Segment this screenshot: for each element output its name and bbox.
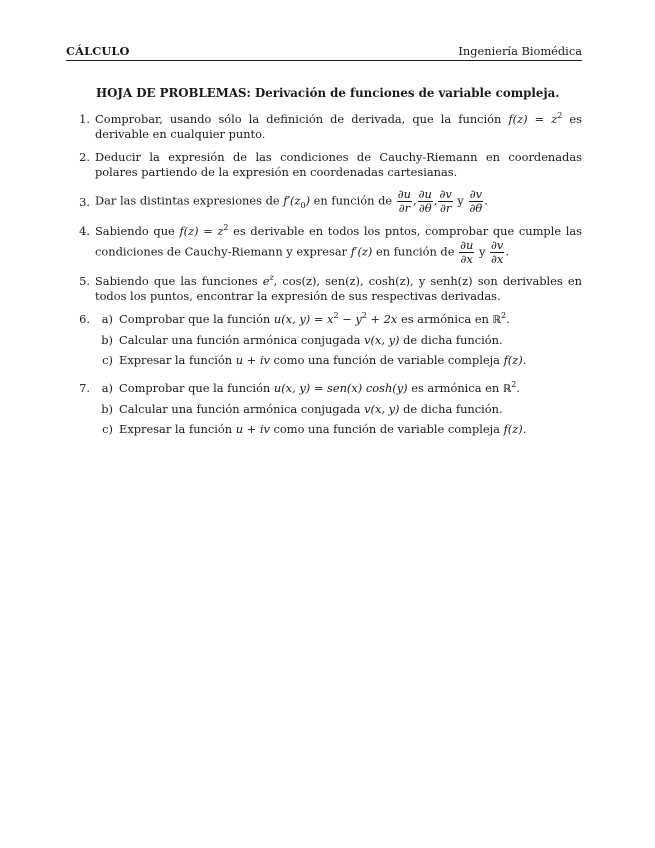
problem-part-c xyxy=(95,422,582,437)
document-page xyxy=(66,44,582,450)
math-expr: − y xyxy=(338,312,362,326)
text-run: es armónica en xyxy=(407,381,503,395)
punctuation: . xyxy=(484,193,488,208)
fraction-numerator: ∂v xyxy=(469,187,483,201)
part-text xyxy=(119,333,582,348)
problem-number: 6. xyxy=(79,312,90,326)
problem-5 xyxy=(66,274,582,304)
separator: , xyxy=(412,193,417,208)
fraction-denominator: ∂r xyxy=(398,201,411,215)
text-run: Calcular una función armónica conjugada xyxy=(119,402,365,416)
text-run: Comprobar, usando sólo la definición de derivada, que la función xyxy=(95,112,509,126)
problem-part-b xyxy=(95,402,582,417)
fraction-denominator: ∂θ xyxy=(469,201,483,215)
problem-4 xyxy=(66,224,582,266)
text-run: en función de xyxy=(372,244,459,259)
text-run: es derivable en todos los pntos, comprobar que cumple las condiciones de Cauchy-Riemann y expresar xyxy=(95,224,582,259)
problem-list xyxy=(66,112,582,442)
fraction xyxy=(468,188,483,215)
problem-number: 3. xyxy=(79,195,90,209)
superscript: 2 xyxy=(333,311,339,321)
fraction-denominator: ∂r xyxy=(439,201,452,215)
problem-3 xyxy=(66,188,582,216)
text-run: Sabiendo que xyxy=(95,224,180,238)
fraction-denominator: ∂x xyxy=(491,252,504,266)
fraction-numerator: ∂v xyxy=(439,187,452,201)
problem-text xyxy=(95,224,582,266)
math-expr: f(z) xyxy=(503,422,523,436)
math-expr: u(x, y) = sen(x) cosh(y) xyxy=(273,381,408,395)
fraction xyxy=(490,239,504,266)
fraction-denominator: ∂θ xyxy=(418,201,432,215)
course-name: CÁLCULO xyxy=(66,44,130,58)
text-run: como una función de variable compleja xyxy=(269,353,504,367)
part-text xyxy=(119,312,582,328)
problem-text xyxy=(95,274,582,304)
real-numbers-symbol: ℝ xyxy=(492,314,501,326)
text-run: es armónica en xyxy=(397,312,493,326)
text-run: de dicha función. xyxy=(399,402,503,416)
text-run: Dar las distintas expresiones de xyxy=(95,193,284,208)
text-run: Expresar la función xyxy=(119,353,236,367)
problem-number: 7. xyxy=(79,381,90,395)
math-expr: + 2x xyxy=(366,312,398,326)
page-header xyxy=(66,44,582,58)
math-expr: senh(z) xyxy=(430,274,473,288)
header-rule xyxy=(66,60,582,61)
problem-6 xyxy=(66,312,582,373)
text-run: Sabiendo que las funciones xyxy=(95,274,263,288)
page-title: HOJA DE PROBLEMAS: Derivación de funciones de variable compleja. xyxy=(96,86,560,100)
problem-number: 5. xyxy=(79,274,90,288)
part-text xyxy=(119,353,582,368)
superscript: 2 xyxy=(361,311,367,321)
real-numbers-symbol: ℝ xyxy=(502,383,512,395)
problem-text: Deducir la expresión de las condiciones de Cauchy-Riemann en coordenadas polares partiendo de la expresión en coordenadas cartesianas. xyxy=(95,150,582,179)
problem-number: 2. xyxy=(79,150,90,164)
math-expr: ) xyxy=(305,193,311,208)
fraction-numerator: ∂v xyxy=(491,238,504,252)
problem-part-a xyxy=(95,381,582,397)
part-label: c) xyxy=(102,353,113,367)
superscript: 2 xyxy=(500,311,507,321)
fraction xyxy=(397,188,412,215)
fraction xyxy=(459,239,474,266)
problem-2 xyxy=(66,150,582,180)
punctuation: . xyxy=(506,312,510,326)
text-run: Comprobar que la función xyxy=(119,381,274,395)
part-label: a) xyxy=(101,312,113,326)
text-run: Calcular una función armónica conjugada xyxy=(119,333,365,347)
math-expr: , cos(z), sen(z), cosh(z), xyxy=(273,274,414,288)
problem-text xyxy=(95,188,582,216)
text-run: como una función de variable compleja xyxy=(269,422,504,436)
math-expr: f′(z) xyxy=(350,244,373,259)
problem-number: 4. xyxy=(79,224,90,238)
math-expr: f(z) = z xyxy=(508,112,558,126)
punctuation: . xyxy=(516,381,520,395)
fraction xyxy=(418,188,433,215)
problem-7 xyxy=(66,381,582,442)
math-expr: f(z) = z xyxy=(179,224,224,238)
math-expr: v(x, y) xyxy=(364,333,400,347)
math-expr: f′(z xyxy=(283,193,301,208)
text-run: Expresar la función xyxy=(119,422,236,436)
fraction-numerator: ∂u xyxy=(460,238,474,252)
problem-text xyxy=(95,112,582,142)
punctuation: . xyxy=(522,422,527,436)
superscript: z xyxy=(269,273,274,283)
text-run: y xyxy=(413,274,431,288)
part-label: a) xyxy=(101,381,113,395)
superscript: 2 xyxy=(223,223,229,233)
part-text xyxy=(119,381,582,397)
punctuation: . xyxy=(505,244,509,259)
text-run: es derivable en cualquier punto. xyxy=(95,112,582,141)
part-label: b) xyxy=(101,402,113,416)
conjunction: y xyxy=(478,244,486,259)
conjunction: y xyxy=(457,193,464,208)
math-expr: f(z) xyxy=(503,353,523,367)
problem-parts xyxy=(95,381,582,442)
part-text xyxy=(119,402,582,417)
problem-1 xyxy=(66,112,582,142)
fraction-denominator: ∂x xyxy=(460,252,473,266)
superscript: 2 xyxy=(511,380,517,390)
punctuation: . xyxy=(522,353,527,367)
math-expr: u + iv xyxy=(235,422,270,436)
text-run: son derivables en todos los puntos, encontrar la expresión de sus respectivas derivadas. xyxy=(95,274,582,303)
problem-part-a xyxy=(95,312,582,328)
separator: , xyxy=(433,193,438,208)
part-text xyxy=(119,422,582,437)
text-run: Comprobar que la función xyxy=(119,312,274,326)
text-run: en función de xyxy=(310,193,396,208)
problem-parts xyxy=(95,312,582,373)
department-name: Ingeniería Biomédica xyxy=(458,44,582,58)
superscript: 2 xyxy=(557,111,563,121)
math-expr: u + iv xyxy=(235,353,270,367)
fraction-numerator: ∂u xyxy=(397,187,411,201)
subscript: 0 xyxy=(300,200,306,210)
fraction xyxy=(438,188,452,215)
problem-part-b xyxy=(95,333,582,348)
part-label: c) xyxy=(102,422,113,436)
text-run: de dicha función. xyxy=(399,333,503,347)
problem-number: 1. xyxy=(79,112,90,126)
part-label: b) xyxy=(101,333,113,347)
math-expr: v(x, y) xyxy=(364,402,400,416)
fraction-numerator: ∂u xyxy=(418,187,432,201)
math-expr: e xyxy=(262,274,270,288)
problem-part-c xyxy=(95,353,582,368)
math-expr: u(x, y) = x xyxy=(273,312,334,326)
